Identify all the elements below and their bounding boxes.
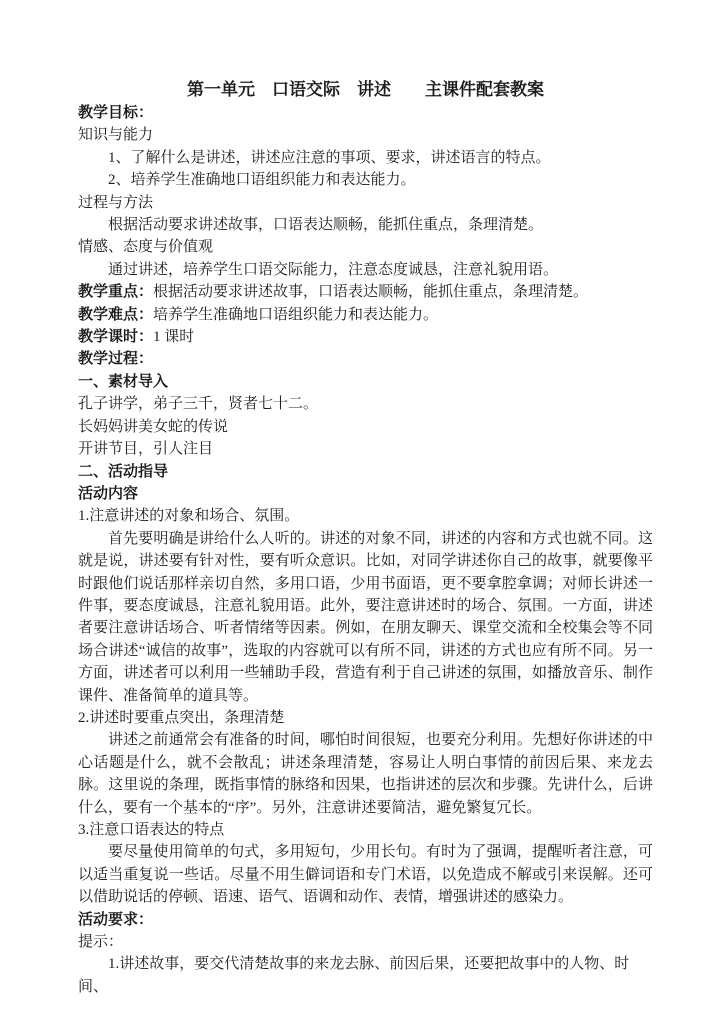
teaching-key-point-text: 根据活动要求讲述故事，口语表达顺畅，能抓住重点，条理清楚。 xyxy=(153,284,589,301)
point1-paragraph: 首先要明确是讲给什么人听的。讲述的对象不同，讲述的内容和方式也就不同。这就是说，讲述要有针对性，要有听众意识。比如，对同学讲述你自己的故事，就要像平时跟他们说话那样亲切自然，多用口语，少用书面语，更不要拿腔拿调；对师长讲述一件事，要态度诚恳，注意礼貌用语。此外，要注意讲述时的场合、氛围。一方面，讲述者要注意讲话场合、听者情绪等因素。例如，在朋友聊天、课堂交流和全校集会等不同场合讲述“诚信的故事”，选取的内容就可以有所不同，讲述的方式也应有所不同。另一方面，讲述者可以利用一些辅助手段，营造有利于自己讲述的氛围，如播放音乐、制作课件、准备简单的道具等。 xyxy=(78,530,653,704)
point2-paragraph: 讲述之前通常会有准备的时间，哪怕时间很短，也要充分利用。先想好你讲述的中心话题是什么，就不会散乱；讲述条理清楚，容易让人明白事情的前因后果、来龙去脉。这里说的条理，既指事情的脉络和因果，也指讲述的层次和步骤。先讲什么，后讲什么，要有一个基本的“序”。另外，注意讲述要简洁，避免繁复冗长。 xyxy=(78,732,653,816)
point3-paragraph: 要尽量使用简单的句式，多用短句，少用长句。有时为了强调，提醒听者注意，可以适当重复说一些话。尽量不用生僻词语和专门术语，以免造成不解或引来误解。还可以借助说话的停顿、语速、语气、语调和动作、表情，增强讲述的感染力。 xyxy=(78,844,653,906)
section1-heading: 一、素材导入 xyxy=(78,373,169,390)
teaching-period-text: 1 课时 xyxy=(153,329,195,346)
section2-heading: 二、活动指导 xyxy=(78,463,169,480)
activity-content-heading: 活动内容 xyxy=(78,485,139,502)
teaching-difficulty-text: 培养学生准确地口语组织能力和表达能力。 xyxy=(153,306,439,323)
teaching-key-point-line xyxy=(78,281,653,303)
section1-line-2: 长妈妈讲美女蛇的传说 xyxy=(78,418,229,435)
hint-label: 提示： xyxy=(78,934,124,951)
emotion-attitude-text: 通过讲述，培养学生口语交际能力，注意态度诚恳，注意礼貌用语。 xyxy=(108,261,559,278)
emotion-attitude-heading: 情感、态度与价值观 xyxy=(78,239,214,256)
process-method-heading: 过程与方法 xyxy=(78,194,154,211)
process-method-text: 根据活动要求讲述故事，口语表达顺畅，能抓住重点，条理清楚。 xyxy=(108,217,544,234)
teaching-period-line xyxy=(78,326,653,348)
knowledge-item-2: 2、培养学生准确地口语组织能力和表达能力。 xyxy=(108,172,416,189)
teaching-process-heading: 教学过程： xyxy=(78,351,154,368)
activity-requirements-heading: 活动要求： xyxy=(78,911,154,928)
point2-heading: 2.讲述时要重点突出，条理清楚 xyxy=(78,709,285,726)
teaching-period-label: 教学课时： xyxy=(78,329,154,346)
teaching-difficulty-label: 教学难点： xyxy=(78,306,154,323)
teaching-goals-heading: 教学目标： xyxy=(78,105,154,121)
hint-item-1: 1.讲述故事，要交代清楚故事的来龙去脉、前因后果，还要把故事中的人物、时间、 xyxy=(78,956,630,995)
doc-title: 第一单元 口语交际 讲述 主课件配套教案 xyxy=(187,80,544,99)
knowledge-ability-heading: 知识与能力 xyxy=(78,127,154,144)
teaching-key-point-label: 教学重点： xyxy=(78,284,154,301)
section1-line-3: 开讲节目，引人注目 xyxy=(78,441,214,458)
teaching-difficulty-line xyxy=(78,304,653,326)
knowledge-item-1: 1、了解什么是讲述，讲述应注意的事项、要求，讲述语言的特点。 xyxy=(108,149,551,166)
point1-heading: 1.注意讲述的对象和场合、氛围。 xyxy=(78,508,300,525)
section1-line-1: 孔子讲学，弟子三千，贤者七十二。 xyxy=(78,396,319,413)
point3-heading: 3.注意口语表达的特点 xyxy=(78,822,225,838)
